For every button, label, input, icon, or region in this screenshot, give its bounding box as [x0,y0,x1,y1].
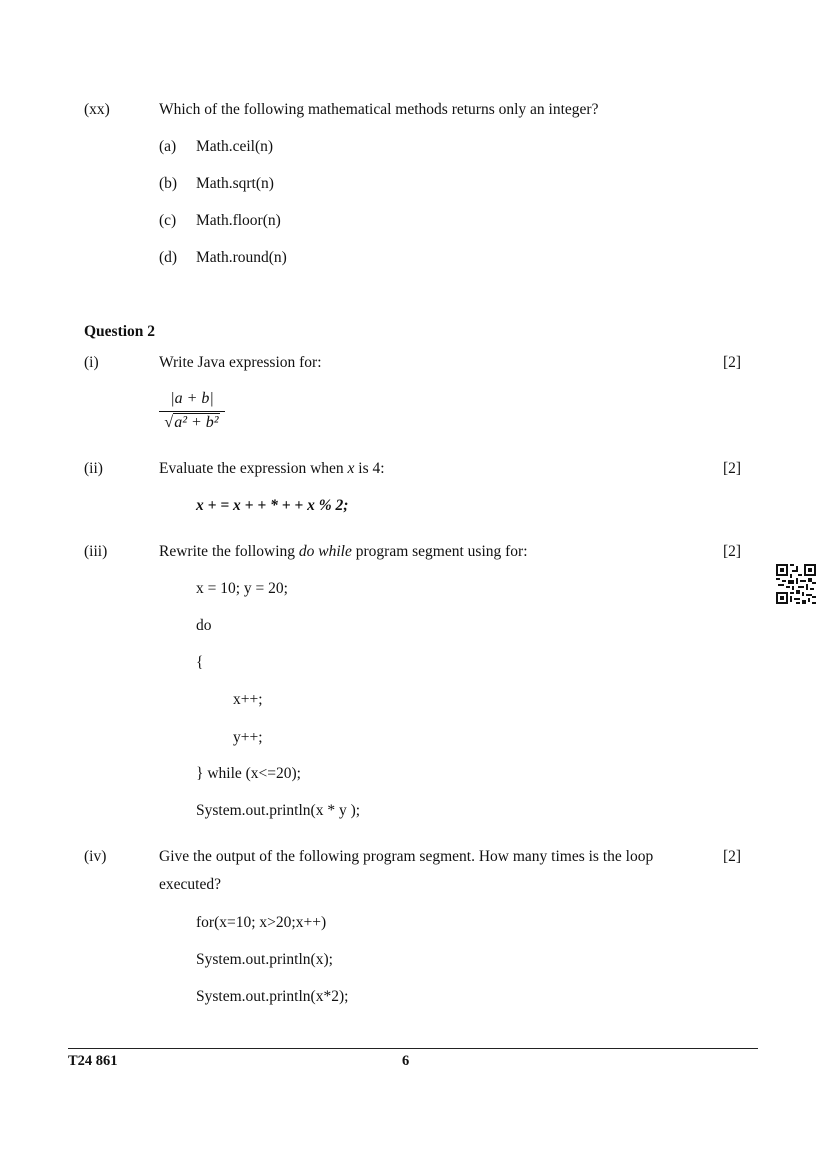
question-number: (i) [84,354,99,371]
option-text: Math.round(n) [196,249,287,266]
formula-denominator-wrap [159,412,225,432]
question-text: Which of the following mathematical methods returns only an integer? [159,101,599,118]
question-number: (xx) [84,101,110,118]
option-text: Math.sqrt(n) [196,175,274,192]
marks-label: [2] [723,354,742,371]
formula-denominator: a² + b² [174,414,219,431]
formula-fraction [159,390,225,432]
marks-label: [2] [723,848,742,865]
text-part: is 4: [354,460,385,477]
question-heading: Question 2 [84,323,156,340]
text-part: Evaluate the expression when [159,460,348,477]
code-line: { [196,654,204,671]
question-text: Give the output of the following program segment. How many times is the loop [159,848,654,865]
question-text [159,460,385,478]
code-line: y++; [233,729,263,746]
radical-sign: √ [164,414,174,431]
question-number: (iii) [84,543,108,560]
code-line: System.out.println(x * y ); [196,802,361,819]
qr-code-icon [776,564,816,604]
text-part: program segment using for: [351,543,528,560]
marks-label: [2] [723,543,742,560]
code-line: x = 10; y = 20; [196,580,288,597]
emphasis: do while [298,543,352,560]
variable: x [347,460,355,477]
code-line: x++; [233,691,263,708]
question-number: (ii) [84,460,103,477]
code-line: for(x=10; x>20;x++) [196,914,327,931]
option-label: (c) [159,212,177,229]
code-line: System.out.println(x*2); [196,988,349,1005]
option-text: Math.ceil(n) [196,138,274,155]
formula-numerator: |a + b| [159,390,225,412]
marks-label: [2] [723,460,742,477]
paper-code: T24 861 [68,1053,118,1069]
option-label: (b) [159,175,178,192]
expression: x + = x + + * + + x % 2; [196,497,349,514]
page-number: 6 [402,1053,410,1069]
option-text: Math.floor(n) [196,212,281,229]
text-part: Rewrite the following [159,543,299,560]
option-label: (a) [159,138,177,155]
question-text: Write Java expression for: [159,354,322,371]
code-line: } while (x<=20); [196,765,301,782]
code-line: System.out.println(x); [196,951,333,968]
question-text: executed? [159,876,221,893]
option-label: (d) [159,249,178,266]
question-number: (iv) [84,848,107,865]
question-text [159,543,528,561]
footer-rule [68,1048,758,1049]
code-line: do [196,617,212,634]
